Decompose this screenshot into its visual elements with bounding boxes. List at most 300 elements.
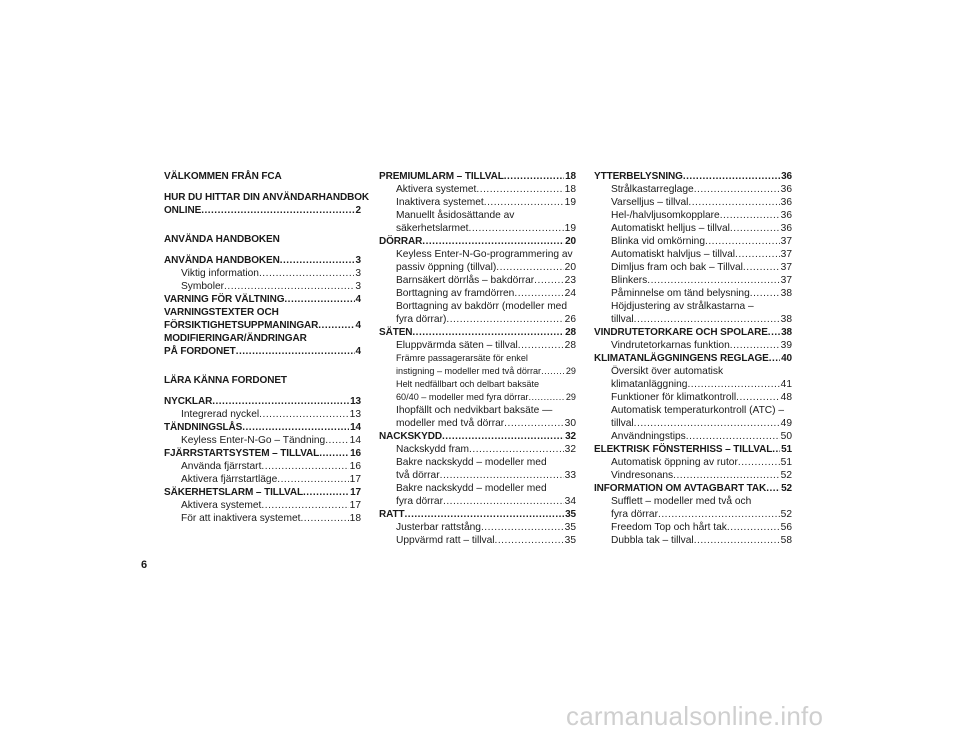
toc-page-number: 29 xyxy=(565,392,576,402)
toc-page-number: 32 xyxy=(564,444,576,455)
toc-line xyxy=(594,443,792,456)
toc-heading[interactable] xyxy=(164,447,361,460)
toc-page-number: 17 xyxy=(349,474,361,485)
toc-page-number: 2 xyxy=(355,205,361,216)
toc-heading[interactable] xyxy=(379,235,576,248)
toc-column-2 xyxy=(379,170,576,547)
toc-entry[interactable] xyxy=(594,430,792,443)
toc-title: Automatiskt helljus – tillval xyxy=(611,223,730,234)
toc-heading[interactable] xyxy=(594,352,792,365)
toc-title: SÄKERHETSLARM – TILLVAL xyxy=(164,487,303,498)
toc-heading[interactable] xyxy=(164,421,361,434)
toc-line xyxy=(396,495,576,508)
toc-entry[interactable] xyxy=(164,512,361,525)
toc-line xyxy=(396,183,576,196)
toc-title: Dubbla tak – tillval xyxy=(611,535,694,546)
dot-leader xyxy=(224,280,354,293)
toc-title: MODIFIERINGAR/ÄNDRINGAR xyxy=(164,333,307,344)
toc-heading[interactable] xyxy=(594,170,792,183)
toc-line xyxy=(396,196,576,209)
toc-page-number: 36 xyxy=(780,210,792,221)
toc-title: SÄTEN xyxy=(379,327,413,338)
toc-heading[interactable] xyxy=(164,191,370,217)
toc-title: Uppvärmd ratt – tillval xyxy=(396,535,495,546)
toc-heading[interactable] xyxy=(164,306,361,332)
toc-entry[interactable] xyxy=(594,456,792,469)
toc-entry[interactable] xyxy=(379,534,576,547)
toc-entry[interactable] xyxy=(164,434,361,447)
dot-leader xyxy=(683,170,780,183)
toc-entry[interactable] xyxy=(164,280,361,293)
toc-heading[interactable] xyxy=(164,395,361,408)
toc-title: VINDRUTETORKARE OCH SPOLARE xyxy=(594,327,768,338)
toc-title: INFORMATION OM AVTAGBART TAK xyxy=(594,483,767,494)
dot-leader xyxy=(242,421,349,434)
toc-line xyxy=(611,456,792,469)
toc-page-number: 36 xyxy=(781,171,792,182)
toc-line xyxy=(396,313,576,326)
toc-page-number: 52 xyxy=(781,483,792,494)
dot-leader xyxy=(469,443,564,456)
toc-entry[interactable] xyxy=(164,408,361,421)
toc-page-number: 35 xyxy=(565,509,576,520)
dot-leader xyxy=(688,196,779,209)
toc-entry[interactable] xyxy=(379,378,576,404)
dot-leader xyxy=(705,235,780,248)
toc-heading[interactable] xyxy=(164,293,361,306)
toc-line xyxy=(611,313,792,326)
toc-entry[interactable] xyxy=(594,469,792,482)
toc-line xyxy=(379,170,576,183)
dot-leader xyxy=(277,473,348,486)
toc-page-number: 36 xyxy=(780,223,792,234)
toc-title: fyra dörrar xyxy=(396,496,443,507)
toc-title: Dimljus fram och bak – Tillval xyxy=(611,262,743,273)
toc-line xyxy=(396,417,576,430)
toc-title: NYCKLAR xyxy=(164,396,213,407)
toc-page-number: 14 xyxy=(350,422,361,433)
toc-line xyxy=(164,395,361,408)
toc-line xyxy=(164,486,361,499)
toc-line xyxy=(181,512,361,525)
dot-leader xyxy=(514,287,563,300)
toc-line xyxy=(396,391,576,404)
toc-title: VARNINGSTEXTER OCH xyxy=(164,307,279,318)
toc-page-number: 30 xyxy=(564,418,576,429)
toc-entry[interactable] xyxy=(594,287,792,300)
toc-title: Översikt över automatisk xyxy=(611,366,724,377)
toc-page-number: 20 xyxy=(565,236,576,247)
toc-entry[interactable] xyxy=(594,339,792,352)
toc-title: Strålkastarreglage xyxy=(611,184,694,195)
toc-line xyxy=(611,222,792,235)
dot-leader xyxy=(496,261,563,274)
toc-page-number: 37 xyxy=(780,249,792,260)
toc-line xyxy=(594,352,792,365)
toc-page-number: 16 xyxy=(349,461,361,472)
toc-title: ANVÄNDA HANDBOKEN xyxy=(164,255,280,266)
toc-title: 60/40 – modeller med fyra dörrar xyxy=(396,392,529,402)
toc-line xyxy=(611,378,792,391)
toc-page-number: 23 xyxy=(564,275,576,286)
toc-title: fyra dörrar xyxy=(611,509,658,520)
toc-entry[interactable] xyxy=(379,287,576,300)
toc-entry[interactable] xyxy=(594,222,792,235)
toc-entry[interactable] xyxy=(379,183,576,196)
dot-leader xyxy=(686,430,780,443)
toc-entry[interactable] xyxy=(379,482,576,508)
dot-leader xyxy=(236,345,355,358)
toc-page-number: 37 xyxy=(780,236,792,247)
toc-entry[interactable] xyxy=(164,267,361,280)
toc-entry[interactable] xyxy=(379,300,576,326)
toc-line xyxy=(594,326,792,339)
dot-leader xyxy=(212,395,349,408)
dot-leader xyxy=(694,183,780,196)
toc-title: Manuellt åsidosättande av xyxy=(396,210,515,221)
toc-line xyxy=(611,248,792,261)
toc-page-number: 34 xyxy=(564,496,576,507)
toc-page-number: 40 xyxy=(781,353,792,364)
toc-line xyxy=(164,421,361,434)
toc-page-number: 4 xyxy=(355,294,361,305)
toc-title: säkerhetslarmet xyxy=(396,223,469,234)
toc-title: Symboler xyxy=(181,281,225,292)
dot-leader xyxy=(658,508,780,521)
toc-entry[interactable] xyxy=(379,196,576,209)
toc-page-number: 37 xyxy=(780,262,792,273)
toc-page-number: 38 xyxy=(780,288,792,299)
toc-page-number: 17 xyxy=(350,487,361,498)
toc-entry[interactable] xyxy=(379,404,576,430)
toc-line xyxy=(164,254,361,267)
toc-entry[interactable] xyxy=(379,521,576,534)
toc-title: klimatanläggning xyxy=(611,379,688,390)
toc-entry[interactable] xyxy=(379,248,576,274)
dot-leader xyxy=(484,196,564,209)
toc-entry[interactable] xyxy=(594,274,792,287)
dot-leader xyxy=(766,482,780,495)
toc-title: Helt nedfällbart och delbart baksäte xyxy=(396,379,540,389)
dot-leader xyxy=(201,204,354,217)
toc-title: VÄLKOMMEN FRÅN FCA xyxy=(164,171,282,182)
toc-heading[interactable] xyxy=(164,170,361,183)
dot-leader xyxy=(768,326,780,339)
toc-title: Varselljus – tillval xyxy=(611,197,689,208)
toc-heading[interactable] xyxy=(164,254,361,267)
toc-title: instigning – modeller med två dörrar xyxy=(396,366,542,376)
toc-page-number: 36 xyxy=(780,184,792,195)
toc-heading[interactable] xyxy=(164,233,361,246)
toc-line xyxy=(611,469,792,482)
toc-heading[interactable] xyxy=(594,326,792,339)
dot-leader xyxy=(405,508,565,521)
toc-title: Bakre nackskydd – modeller med xyxy=(396,483,547,494)
toc-line xyxy=(396,261,576,274)
toc-title: NACKSKYDD xyxy=(379,431,442,442)
toc-column-1 xyxy=(164,170,370,525)
toc-line xyxy=(611,287,792,300)
toc-line xyxy=(611,274,792,287)
dot-leader xyxy=(738,456,780,469)
toc-title: Integrerad nyckel xyxy=(181,409,260,420)
dot-leader xyxy=(673,469,780,482)
dot-leader xyxy=(261,499,348,512)
toc-title: Vindresonans xyxy=(611,470,674,481)
toc-page-number: 41 xyxy=(780,379,792,390)
toc-page-number: 37 xyxy=(780,275,792,286)
toc-page-number: 18 xyxy=(565,171,576,182)
dot-leader xyxy=(518,339,564,352)
toc-title: Keyless Enter-N-Go – Tändning xyxy=(181,435,326,446)
toc-title: Keyless Enter-N-Go-programmering av xyxy=(396,249,573,260)
toc-title: Nackskydd fram xyxy=(396,444,470,455)
dot-leader xyxy=(412,326,564,339)
toc-page-number: 19 xyxy=(564,197,576,208)
dot-leader xyxy=(325,434,348,447)
dot-leader xyxy=(259,267,354,280)
toc-page-number: 36 xyxy=(780,197,792,208)
toc-page-number: 19 xyxy=(564,223,576,234)
toc-line xyxy=(611,235,792,248)
toc-title: KLIMATANLÄGGNINGENS REGLAGE xyxy=(594,353,769,364)
toc-page-number: 4 xyxy=(355,320,361,331)
toc-title: Höjdjustering av strålkastarna – xyxy=(611,301,754,312)
toc-page-number: 48 xyxy=(780,392,792,403)
toc-title: DÖRRAR xyxy=(379,236,423,247)
toc-title: Ihopfällt och nedvikbart baksäte — xyxy=(396,405,553,416)
toc-page-number: 58 xyxy=(780,535,792,546)
toc-title: Vindrutetorkarnas funktion xyxy=(611,340,730,351)
toc-page-number: 3 xyxy=(355,255,361,266)
toc-line xyxy=(164,319,361,332)
toc-heading[interactable] xyxy=(379,170,576,183)
toc-page-number: 16 xyxy=(350,448,361,459)
toc-line xyxy=(164,204,361,217)
toc-entry[interactable] xyxy=(379,339,576,352)
toc-title: modeller med två dörrar xyxy=(396,418,505,429)
toc-entry[interactable] xyxy=(164,473,361,486)
toc-title: FJÄRRSTARTSYSTEM – TILLVAL xyxy=(164,448,320,459)
toc-line xyxy=(181,499,361,512)
toc-title: Sufflett – modeller med två och xyxy=(611,496,752,507)
toc-entry[interactable] xyxy=(594,209,792,222)
toc-title: RATT xyxy=(379,509,405,520)
toc-title: Borttagning av framdörren xyxy=(396,288,515,299)
toc-line xyxy=(379,508,576,521)
toc-title: För att inaktivera systemet xyxy=(181,513,301,524)
toc-title: Aktivera fjärrstartläge xyxy=(181,474,278,485)
toc-title: FÖRSIKTIGHETSUPPMANINGAR xyxy=(164,320,319,331)
toc-line xyxy=(181,460,361,473)
toc-title: Viktig information xyxy=(181,268,259,279)
toc-entry[interactable] xyxy=(379,209,576,235)
toc-line xyxy=(594,482,792,495)
toc-page-number: 51 xyxy=(781,444,792,455)
toc-page-number: 18 xyxy=(349,513,361,524)
dot-leader xyxy=(280,254,355,267)
toc-title: Aktivera systemet xyxy=(396,184,477,195)
toc-title: passiv öppning (tillval) xyxy=(396,262,497,273)
toc-page-number: 28 xyxy=(564,340,576,351)
toc-title: Användningstips xyxy=(611,431,686,442)
dot-leader xyxy=(481,521,564,534)
toc-entry[interactable] xyxy=(594,196,792,209)
dot-leader xyxy=(687,378,779,391)
dot-leader xyxy=(318,319,354,332)
toc-line xyxy=(611,391,792,404)
toc-line xyxy=(181,280,361,293)
dot-leader xyxy=(735,248,780,261)
toc-entry[interactable] xyxy=(594,534,792,547)
toc-heading[interactable] xyxy=(164,486,361,499)
toc-title: Borttagning av bakdörr (modeller med xyxy=(396,301,568,312)
toc-title: Använda fjärrstart xyxy=(181,461,262,472)
toc-title: Justerbar rattstång xyxy=(396,522,481,533)
toc-page-number: 3 xyxy=(355,268,361,279)
dot-leader xyxy=(284,293,354,306)
toc-line xyxy=(396,443,576,456)
toc-title: Automatisk öppning av rutor xyxy=(611,457,738,468)
toc-column-3 xyxy=(594,170,792,547)
toc-entry[interactable] xyxy=(594,235,792,248)
toc-entry[interactable] xyxy=(594,248,792,261)
toc-page-number: 14 xyxy=(349,435,361,446)
dot-leader xyxy=(303,486,349,499)
toc-title: YTTERBELYSNING xyxy=(594,171,683,182)
toc-page-number: 49 xyxy=(780,418,792,429)
toc-entry[interactable] xyxy=(594,391,792,404)
dot-leader xyxy=(422,235,564,248)
toc-line xyxy=(396,521,576,534)
toc-heading[interactable] xyxy=(594,482,792,495)
toc-line xyxy=(164,345,361,358)
toc-heading[interactable] xyxy=(379,326,576,339)
toc-entry[interactable] xyxy=(594,183,792,196)
toc-entry[interactable] xyxy=(594,404,792,430)
toc-page-number: 56 xyxy=(780,522,792,533)
toc-line xyxy=(181,434,361,447)
toc-title: HUR DU HITTAR DIN ANVÄNDARHANDBOK xyxy=(164,192,370,203)
dot-leader xyxy=(534,274,563,287)
toc-title: två dörrar xyxy=(396,470,440,481)
toc-heading[interactable] xyxy=(164,374,361,387)
toc-entry[interactable] xyxy=(594,261,792,274)
dot-leader xyxy=(528,391,564,404)
dot-leader xyxy=(468,222,563,235)
toc-line xyxy=(611,209,792,222)
toc-title: ELEKTRISK FÖNSTERHISS – TILLVAL xyxy=(594,444,773,455)
toc-page-number: 26 xyxy=(564,314,576,325)
toc-entry[interactable] xyxy=(594,300,792,326)
toc-entry[interactable] xyxy=(379,456,576,482)
toc-line xyxy=(396,339,576,352)
toc-page-number: 51 xyxy=(780,457,792,468)
toc-line xyxy=(396,534,576,547)
dot-leader xyxy=(443,495,564,508)
toc-page-number: 28 xyxy=(565,327,576,338)
toc-entry[interactable] xyxy=(164,460,361,473)
toc-title: Hel-/halvljusomkopplare xyxy=(611,210,720,221)
toc-page-number: 32 xyxy=(565,431,576,442)
toc-title: tillval xyxy=(611,314,634,325)
toc-line xyxy=(611,417,792,430)
toc-title: TÄNDNINGSLÅS xyxy=(164,422,243,433)
toc-title: Freedom Top och hårt tak xyxy=(611,522,727,533)
toc-entry[interactable] xyxy=(594,495,792,521)
toc-page-number: 24 xyxy=(564,288,576,299)
toc-title: PREMIUMLARM – TILLVAL xyxy=(379,171,504,182)
dot-leader xyxy=(476,183,563,196)
dot-leader xyxy=(259,408,349,421)
dot-leader xyxy=(300,512,348,525)
toc-title: Barnsäkert dörrlås – bakdörrar xyxy=(396,275,535,286)
toc-line xyxy=(181,473,361,486)
toc-title: ANVÄNDA HANDBOKEN xyxy=(164,234,280,245)
toc-page-number: 50 xyxy=(780,431,792,442)
toc-line xyxy=(379,326,576,339)
toc-heading[interactable] xyxy=(379,430,576,443)
toc-page-number: 3 xyxy=(355,281,361,292)
dot-leader xyxy=(634,417,780,430)
toc-line xyxy=(611,339,792,352)
toc-line xyxy=(396,469,576,482)
toc-page-number: 39 xyxy=(780,340,792,351)
dot-leader xyxy=(769,352,780,365)
toc-line xyxy=(181,408,361,421)
toc-heading[interactable] xyxy=(379,508,576,521)
toc-line xyxy=(611,508,792,521)
toc-page-number: 4 xyxy=(355,346,361,357)
toc-line xyxy=(611,196,792,209)
toc-page-number: 18 xyxy=(564,184,576,195)
page-number: 6 xyxy=(141,559,148,571)
toc-line xyxy=(379,430,576,443)
dot-leader xyxy=(495,534,564,547)
toc-page-number: 52 xyxy=(780,470,792,481)
toc-page-number: 13 xyxy=(350,396,361,407)
toc-entry[interactable] xyxy=(379,352,576,378)
toc-heading[interactable] xyxy=(594,443,792,456)
toc-entry[interactable] xyxy=(379,274,576,287)
dot-leader xyxy=(442,430,564,443)
toc-entry[interactable] xyxy=(594,521,792,534)
watermark: carmanualsonline.info xyxy=(566,701,824,731)
toc-title: Blinka vid omkörning xyxy=(611,236,705,247)
toc-entry[interactable] xyxy=(379,443,576,456)
toc-title: Eluppvärmda säten – tillval xyxy=(396,340,518,351)
toc-page-number: 35 xyxy=(564,522,576,533)
toc-page-number: 13 xyxy=(349,409,361,420)
toc-title: fyra dörrar) xyxy=(396,314,447,325)
toc-page-number: 33 xyxy=(564,470,576,481)
toc-line xyxy=(396,287,576,300)
toc-line xyxy=(164,293,361,306)
toc-line xyxy=(611,430,792,443)
dot-leader xyxy=(261,460,348,473)
dot-leader xyxy=(772,443,780,456)
toc-entry[interactable] xyxy=(164,499,361,512)
dot-leader xyxy=(743,261,780,274)
toc-line xyxy=(611,534,792,547)
toc-page-number: 38 xyxy=(781,327,792,338)
toc-line xyxy=(164,447,361,460)
toc-entry[interactable] xyxy=(594,365,792,391)
toc-heading[interactable] xyxy=(164,332,361,358)
toc-title: PÅ FORDONET xyxy=(164,346,236,357)
toc-title: Främre passagerarsäte för enkel xyxy=(396,353,528,363)
toc-title: Automatisk temperaturkontroll (ATC) – xyxy=(611,405,785,416)
